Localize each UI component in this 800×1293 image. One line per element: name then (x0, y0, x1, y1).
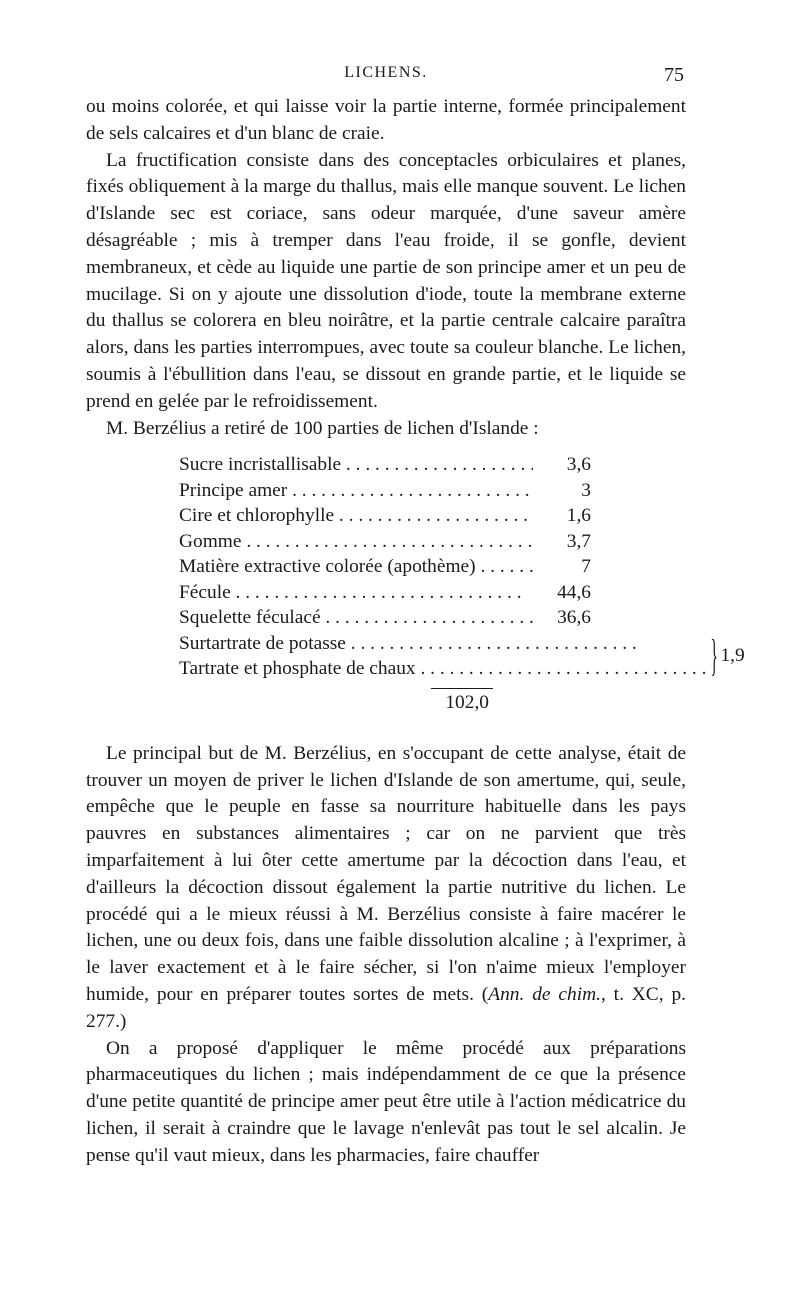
composition-row (179, 478, 591, 504)
composition-label: Matière extractive colorée (apothème) . . . (179, 554, 533, 580)
paragraph-text: Le principal but de M. Berzélius, en s'occupant de cette analyse, était de trouver un moyen de priver le lichen d'Islande de son amertume, qui, seule, empêche que le peuple en fasse sa nourriture habituelle dans les pays pauvres en substances alimentaires ; car on ne parvient que très imparfaitement à lui ôter cette amertume par la décoction dans l'eau, et d'ailleurs la décoction dissout également la partie nutritive du lichen. Le procédé qui a le mieux réussi à M. Berzélius consiste à faire macérer le lichen, une ou deux fois, dans une faible dissolution alcaline ; à l'exprimer, à le laver exactement et à le faire sécher, si l'on n'aime mieux l'employer humide, pour en préparer toutes sortes de mets. ( (86, 742, 686, 1006)
brace-glyph: } (711, 631, 719, 681)
composition-value: 3,7 (566, 530, 591, 552)
composition-label: Fécule . . . (179, 580, 533, 606)
composition-table (179, 452, 745, 682)
composition-label: Surtartrate de potasse . . . (179, 631, 706, 657)
composition-value: 36,6 (557, 607, 591, 629)
composition-label: Gomme . . . (179, 529, 533, 555)
running-title: LICHENS. (344, 64, 428, 81)
composition-row (179, 529, 591, 555)
page-number: 75 (664, 64, 684, 86)
composition-label: Sucre incristallisable . . . (179, 452, 533, 478)
composition-group-items (179, 631, 706, 682)
paragraph-fructification: La fructification consiste dans des conceptacles orbiculaires et planes, fixés obliquement à la marge du thallus, mais elle manque souvent. Le lichen d'Islande sec est coriace, sans odeur marquée, d'une saveur amère désagréable ; mis à tremper dans l'eau froide, il se gonfle, devient membraneux, et cède au liquide une partie de son principe amer et un peu de mucilage. Si on y ajoute une dissolution d'iode, toute la membrane externe du thallus se colorera en bleu noirâtre, et la partie centrale calcaire paraîtra alors, dans les parties interrompues, avec toute sa couleur blanche. Le lichen, soumis à l'ébullition dans l'eau, se dissout en grande partie, et le liquide se prend en gelée par le refroidissement. (86, 149, 686, 412)
composition-value: 44,6 (557, 581, 591, 603)
paragraph-principal-but (86, 741, 686, 1036)
book-page (86, 64, 745, 1170)
composition-value: 3 (581, 479, 591, 501)
composition-value: 7 (581, 556, 591, 578)
composition-value: 3,6 (566, 454, 591, 476)
composition-row (179, 554, 591, 580)
composition-row (179, 631, 706, 657)
citation-title: Ann. de chim. (488, 984, 601, 1006)
composition-row (179, 580, 591, 606)
paragraph-berzelius-intro: M. Berzélius a retiré de 100 parties de lichen d'Islande : (106, 417, 539, 439)
composition-total: 102,0 (445, 691, 489, 713)
composition-row (179, 656, 706, 682)
composition-label: Tartrate et phosphate de chaux . . . (179, 656, 706, 682)
composition-group (179, 631, 745, 682)
paragraph-procede: On a proposé d'appliquer le même procédé aux préparations pharmaceutiques du lichen ; mais indépendamment de ce que la présence d'une petite quantité de principe amer peut être utile à l'action médicatrice du lichen, il serait à craindre que le lavage n'enlevât pas tout le sel alcalin. Je pense qu'il vaut mieux, dans les pharmacies, faire chauffer (86, 1037, 686, 1166)
paragraph-continuation: ou moins colorée, et qui laisse voir la partie interne, formée principalement de sels calcaires et d'un blanc de craie. (86, 96, 686, 144)
page-header (86, 64, 686, 94)
composition-row (179, 503, 591, 529)
composition-group-value: 1,9 (720, 645, 745, 667)
spacer (86, 717, 686, 741)
citation-rest: , t. XC, p. 277.) (86, 984, 686, 1032)
composition-row (179, 452, 591, 478)
composition-label: Cire et chlorophylle . . . (179, 503, 533, 529)
composition-value: 1,6 (566, 505, 591, 527)
composition-label: Principe amer . . . (179, 478, 533, 504)
composition-label: Squelette féculacé . . . (179, 605, 533, 631)
composition-row (179, 605, 591, 631)
